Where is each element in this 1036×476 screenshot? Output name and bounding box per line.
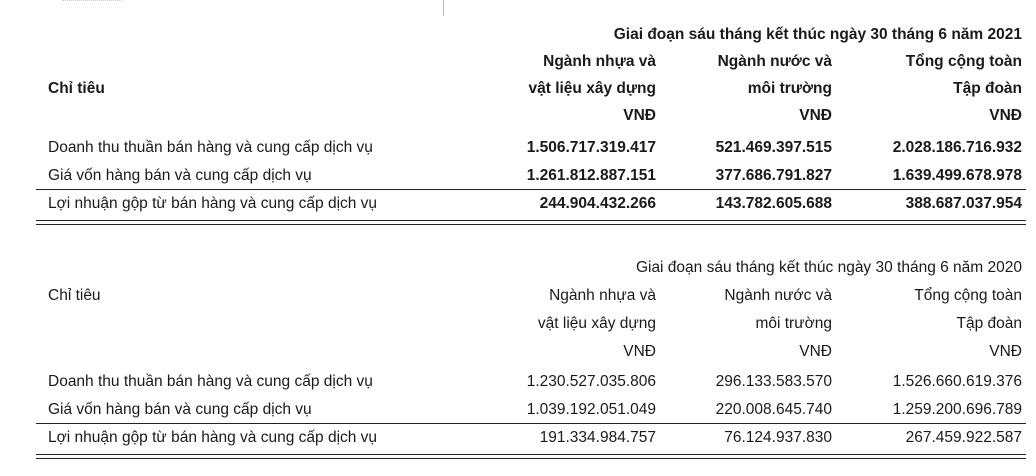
row-label: Giá vốn hàng bán và cung cấp dịch vụ (48, 167, 312, 184)
total-double-rule-bottom (36, 458, 1026, 459)
col-plastics-header-line2: vật liệu xây dựng (537, 315, 656, 332)
row-divider (36, 423, 1026, 424)
table-row (0, 136, 1036, 160)
col-plastics-header-line1: Ngành nhựa và (549, 287, 656, 304)
cell-value: 388.687.037.954 (905, 195, 1022, 212)
cell-value: 244.904.432.266 (539, 195, 656, 212)
label-header: Chỉ tiêu (48, 287, 101, 304)
cell-value: 220.008.645.740 (715, 401, 832, 418)
col-water-header-line1: Ngành nước và (724, 287, 832, 304)
col-water-header-line2: môi trường (747, 80, 832, 97)
col-plastics-header-line1: Ngành nhựa và (543, 53, 656, 70)
cell-value: 1.506.717.319.417 (526, 139, 656, 156)
col-water-header-line2: môi trường (755, 315, 832, 332)
cell-value: 191.334.984.757 (539, 429, 656, 446)
cell-value: 76.124.937.830 (724, 429, 832, 446)
cell-value: 2.028.186.716.932 (892, 139, 1022, 156)
cell-value: 143.782.605.688 (715, 195, 832, 212)
table-row (0, 398, 1036, 422)
total-double-rule-top (36, 454, 1026, 455)
col-plastics-unit: VNĐ (623, 343, 656, 360)
cell-value: 1.259.200.696.789 (892, 401, 1022, 418)
header-row-line1 (0, 284, 1036, 308)
cell-value: 377.686.791.827 (715, 167, 832, 184)
header-row-line2 (0, 77, 1036, 101)
cell-value: 296.133.583.570 (715, 373, 832, 390)
header-row-line1 (0, 50, 1036, 74)
row-divider (36, 189, 1026, 190)
table-row (0, 192, 1036, 216)
col-total-header-line2: Tập đoàn (956, 315, 1022, 332)
table-row (0, 164, 1036, 188)
col-water-unit: VNĐ (799, 107, 832, 124)
row-label: Lợi nhuận gộp từ bán hàng và cung cấp dịch vụ (48, 195, 378, 212)
row-label: Doanh thu thuần bán hàng và cung cấp dịch vụ (48, 373, 373, 390)
header-row-line2 (0, 312, 1036, 336)
table-row (0, 426, 1036, 450)
col-total-unit: VNĐ (989, 107, 1022, 124)
period-title: Giai đoạn sáu tháng kết thúc ngày 30 tháng 6 năm 2021 (613, 26, 1022, 43)
scan-smudge (62, 0, 122, 7)
row-label: Lợi nhuận gộp từ bán hàng và cung cấp dịch vụ (48, 429, 378, 446)
cell-value: 1.230.527.035.806 (526, 373, 656, 390)
col-total-unit: VNĐ (989, 343, 1022, 360)
total-double-rule-top (36, 220, 1026, 221)
label-header: Chỉ tiêu (48, 80, 105, 97)
row-label: Doanh thu thuần bán hàng và cung cấp dịch vụ (48, 139, 373, 156)
col-water-unit: VNĐ (799, 343, 832, 360)
cell-value: 1.039.192.051.049 (526, 401, 656, 418)
row-label: Giá vốn hàng bán và cung cấp dịch vụ (48, 401, 312, 418)
cell-value: 1.261.812.887.151 (526, 167, 656, 184)
col-water-header-line1: Ngành nước và (717, 53, 832, 70)
period-title: Giai đoạn sáu tháng kết thúc ngày 30 tháng 6 năm 2020 (635, 259, 1022, 276)
cell-value: 521.469.397.515 (715, 139, 832, 156)
cell-value: 1.639.499.678.978 (892, 167, 1022, 184)
table-row (0, 370, 1036, 394)
col-total-header-line2: Tập đoàn (953, 80, 1022, 97)
col-total-header-line1: Tổng cộng toàn (914, 287, 1022, 304)
col-plastics-header-line2: vật liệu xây dựng (528, 80, 656, 97)
total-double-rule-bottom (36, 224, 1026, 225)
cell-value: 1.526.660.619.376 (892, 373, 1022, 390)
page-fold-line (443, 0, 444, 16)
col-plastics-unit: VNĐ (623, 107, 656, 124)
unit-row (0, 104, 1036, 128)
unit-row (0, 340, 1036, 364)
cell-value: 267.459.922.587 (905, 429, 1022, 446)
col-total-header-line1: Tổng cộng toàn (905, 53, 1022, 70)
